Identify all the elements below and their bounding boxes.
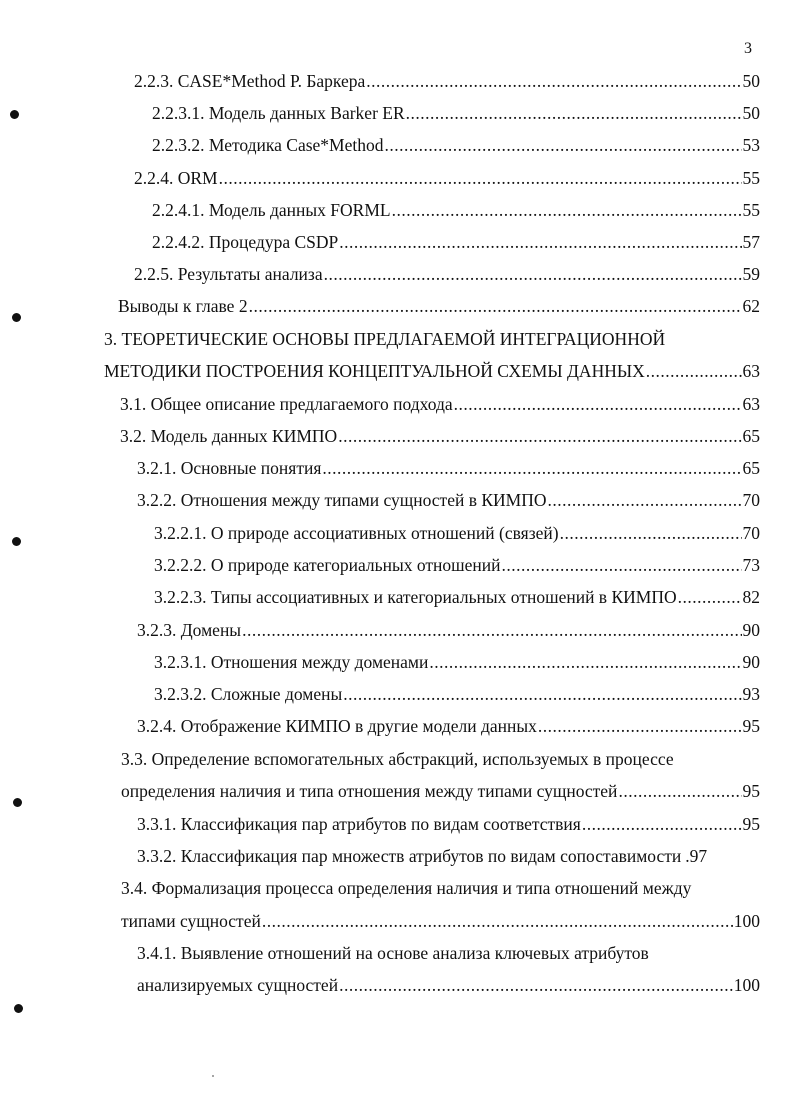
toc-entry[interactable] bbox=[137, 844, 760, 868]
toc-entry[interactable] bbox=[120, 392, 760, 416]
toc-entry[interactable] bbox=[152, 101, 760, 125]
toc-entry[interactable] bbox=[137, 714, 760, 738]
toc-entry[interactable] bbox=[154, 553, 760, 577]
toc-entry-page: 70 bbox=[742, 523, 760, 543]
toc-entry-title: 3.3.1. Классификация пар атрибутов по видам соответствия bbox=[137, 814, 581, 834]
toc-entry[interactable] bbox=[134, 166, 760, 190]
toc-entry[interactable] bbox=[134, 69, 760, 93]
binding-hole bbox=[12, 313, 21, 322]
toc-entry-page: 65 bbox=[742, 426, 760, 446]
toc-leader-dots bbox=[548, 488, 742, 512]
toc-entry-page: 90 bbox=[742, 652, 760, 672]
toc-entry-title: 2.2.3.2. Методика Case*Method bbox=[152, 135, 384, 155]
toc-entry-title: 2.2.3. CASE*Method Р. Баркера bbox=[134, 71, 366, 91]
toc-entry-title-line1[interactable]: 3.3. Определение вспомогательных абстракций, используемых в процессе bbox=[121, 749, 674, 769]
toc-entry-title-line2: определения наличия и типа отношения между типами сущностей bbox=[121, 781, 618, 801]
toc-leader-dots bbox=[322, 456, 741, 480]
toc-entry-page: 70 bbox=[742, 490, 760, 510]
toc-leader-dots bbox=[262, 909, 733, 933]
toc-leader-dots bbox=[339, 973, 733, 997]
toc-entry-page: 57 bbox=[742, 232, 760, 252]
binding-hole bbox=[12, 537, 21, 546]
toc-entry-title: 3.1. Общее описание предлагаемого подхода bbox=[120, 394, 453, 414]
toc-entry-title: 3.2.2. Отношения между типами сущностей в КИМПО bbox=[137, 490, 547, 510]
toc-leader-dots bbox=[343, 682, 741, 706]
toc-entry-title: 3.2.2.3. Типы ассоциативных и категориальных отношений в КИМПО bbox=[154, 587, 677, 607]
toc-leader-dots bbox=[366, 69, 741, 93]
toc-leader-dots bbox=[249, 294, 742, 318]
toc-entry-page: 63 bbox=[742, 361, 760, 381]
toc-entry-title: 2.2.4.2. Процедура CSDP bbox=[152, 232, 339, 252]
toc-entry-title: 3.2.3. Домены bbox=[137, 620, 242, 640]
toc-entry-title-line1[interactable]: 3.4. Формализация процесса определения наличия и типа отношений между bbox=[121, 878, 692, 898]
toc-entry-title: 2.2.4.1. Модель данных FORML bbox=[152, 200, 391, 220]
toc-entry-page: 55 bbox=[742, 168, 760, 188]
toc-leader-dots bbox=[538, 714, 742, 738]
toc-entry-title: 2.2.4. ORM bbox=[134, 168, 218, 188]
toc-entry[interactable] bbox=[134, 262, 760, 286]
toc-leader-dots bbox=[582, 812, 742, 836]
toc-entry-page: 90 bbox=[742, 620, 760, 640]
toc-entry[interactable] bbox=[152, 198, 760, 222]
toc-entry-page: 50 bbox=[742, 103, 760, 123]
toc-entry-title-line2: МЕТОДИКИ ПОСТРОЕНИЯ КОНЦЕПТУАЛЬНОЙ СХЕМЫ ДАННЫХ bbox=[104, 361, 645, 381]
toc-leader-dots bbox=[429, 650, 741, 674]
toc-entry-page: 95 bbox=[742, 814, 760, 834]
toc-entry[interactable] bbox=[154, 521, 760, 545]
toc-entry-page: 62 bbox=[742, 296, 760, 316]
toc-entry[interactable] bbox=[137, 456, 760, 480]
toc-leader-dots bbox=[339, 230, 741, 254]
toc-entry-page: 100 bbox=[733, 911, 760, 931]
toc-entry-page: 59 bbox=[742, 264, 760, 284]
toc-entry-title: 2.2.5. Результаты анализа bbox=[134, 264, 323, 284]
toc-entry[interactable] bbox=[137, 973, 760, 997]
toc-entry-page: 50 bbox=[742, 71, 760, 91]
toc-entry-page: 63 bbox=[742, 394, 760, 414]
toc-entry[interactable] bbox=[154, 585, 760, 609]
toc-entry-title-line2: типами сущностей bbox=[121, 911, 261, 931]
binding-hole bbox=[10, 110, 19, 119]
toc-entry-page: 95 bbox=[742, 781, 760, 801]
page-number: 3 bbox=[744, 40, 752, 57]
toc-entry-page: 65 bbox=[742, 458, 760, 478]
toc-entry[interactable] bbox=[121, 909, 760, 933]
toc-entry[interactable] bbox=[152, 133, 760, 157]
toc-entry-title-line1[interactable]: 3. ТЕОРЕТИЧЕСКИЕ ОСНОВЫ ПРЕДЛАГАЕМОЙ ИНТЕГРАЦИОННОЙ bbox=[104, 329, 666, 349]
toc-entry[interactable] bbox=[154, 682, 760, 706]
toc-entry-page: 55 bbox=[742, 200, 760, 220]
toc-leader-dots bbox=[618, 779, 741, 803]
toc-entry-page: 53 bbox=[742, 135, 760, 155]
toc-leader-dots bbox=[502, 553, 742, 577]
toc-entry-title: 3.2.3.1. Отношения между доменами bbox=[154, 652, 429, 672]
toc-entry-page: 93 bbox=[742, 684, 760, 704]
toc-leader-dots bbox=[392, 198, 742, 222]
toc-entry[interactable] bbox=[137, 812, 760, 836]
toc-leader-dots bbox=[560, 521, 742, 545]
toc-entry[interactable] bbox=[137, 618, 760, 642]
toc-leader-dots bbox=[454, 392, 742, 416]
toc-leader-dots bbox=[242, 618, 741, 642]
toc-entry-page: 95 bbox=[742, 716, 760, 736]
toc-entry-title: Выводы к главе 2 bbox=[118, 296, 248, 316]
toc-entry[interactable] bbox=[118, 294, 760, 318]
toc-entry-title-line2: анализируемых сущностей bbox=[137, 975, 339, 995]
toc-entry[interactable] bbox=[137, 488, 760, 512]
toc-entry[interactable] bbox=[104, 359, 760, 383]
toc-leader-dots bbox=[385, 133, 742, 157]
toc-entry[interactable] bbox=[154, 650, 760, 674]
toc-entry-page: 82 bbox=[742, 587, 760, 607]
toc-leader-dots bbox=[338, 424, 741, 448]
toc-entry-title: 3.3.2. Классификация пар множеств атрибутов по видам сопоставимости bbox=[137, 846, 682, 866]
toc-entry-title: 3.2.4. Отображение КИМПО в другие модели данных bbox=[137, 716, 537, 736]
toc-entry-title: 3.2.2.2. О природе категориальных отношений bbox=[154, 555, 501, 575]
toc-leader-dots bbox=[406, 101, 742, 125]
scan-speck bbox=[212, 1075, 214, 1077]
binding-hole bbox=[14, 1004, 23, 1013]
toc-entry[interactable] bbox=[120, 424, 760, 448]
toc-entry-page: 100 bbox=[733, 975, 760, 995]
toc-entry-title-line1[interactable]: 3.4.1. Выявление отношений на основе анализа ключевых атрибутов bbox=[137, 943, 649, 963]
toc-entry-title: 3.2. Модель данных КИМПО bbox=[120, 426, 338, 446]
toc-entry[interactable] bbox=[121, 779, 760, 803]
toc-entry[interactable] bbox=[152, 230, 760, 254]
binding-hole bbox=[13, 798, 22, 807]
toc-entry-title: 3.2.2.1. О природе ассоциативных отношений (связей) bbox=[154, 523, 559, 543]
toc-leader-dots bbox=[678, 585, 742, 609]
toc-entry-title: 2.2.3.1. Модель данных Barker ER bbox=[152, 103, 405, 123]
toc-leader-dots bbox=[324, 262, 742, 286]
toc-entry-title: 3.2.1. Основные понятия bbox=[137, 458, 322, 478]
toc-entry-page: .97 bbox=[685, 846, 708, 866]
toc-entry-page: 73 bbox=[742, 555, 760, 575]
toc-leader-dots bbox=[646, 359, 742, 383]
toc-entry-title: 3.2.3.2. Сложные домены bbox=[154, 684, 343, 704]
toc-leader-dots bbox=[219, 166, 742, 190]
